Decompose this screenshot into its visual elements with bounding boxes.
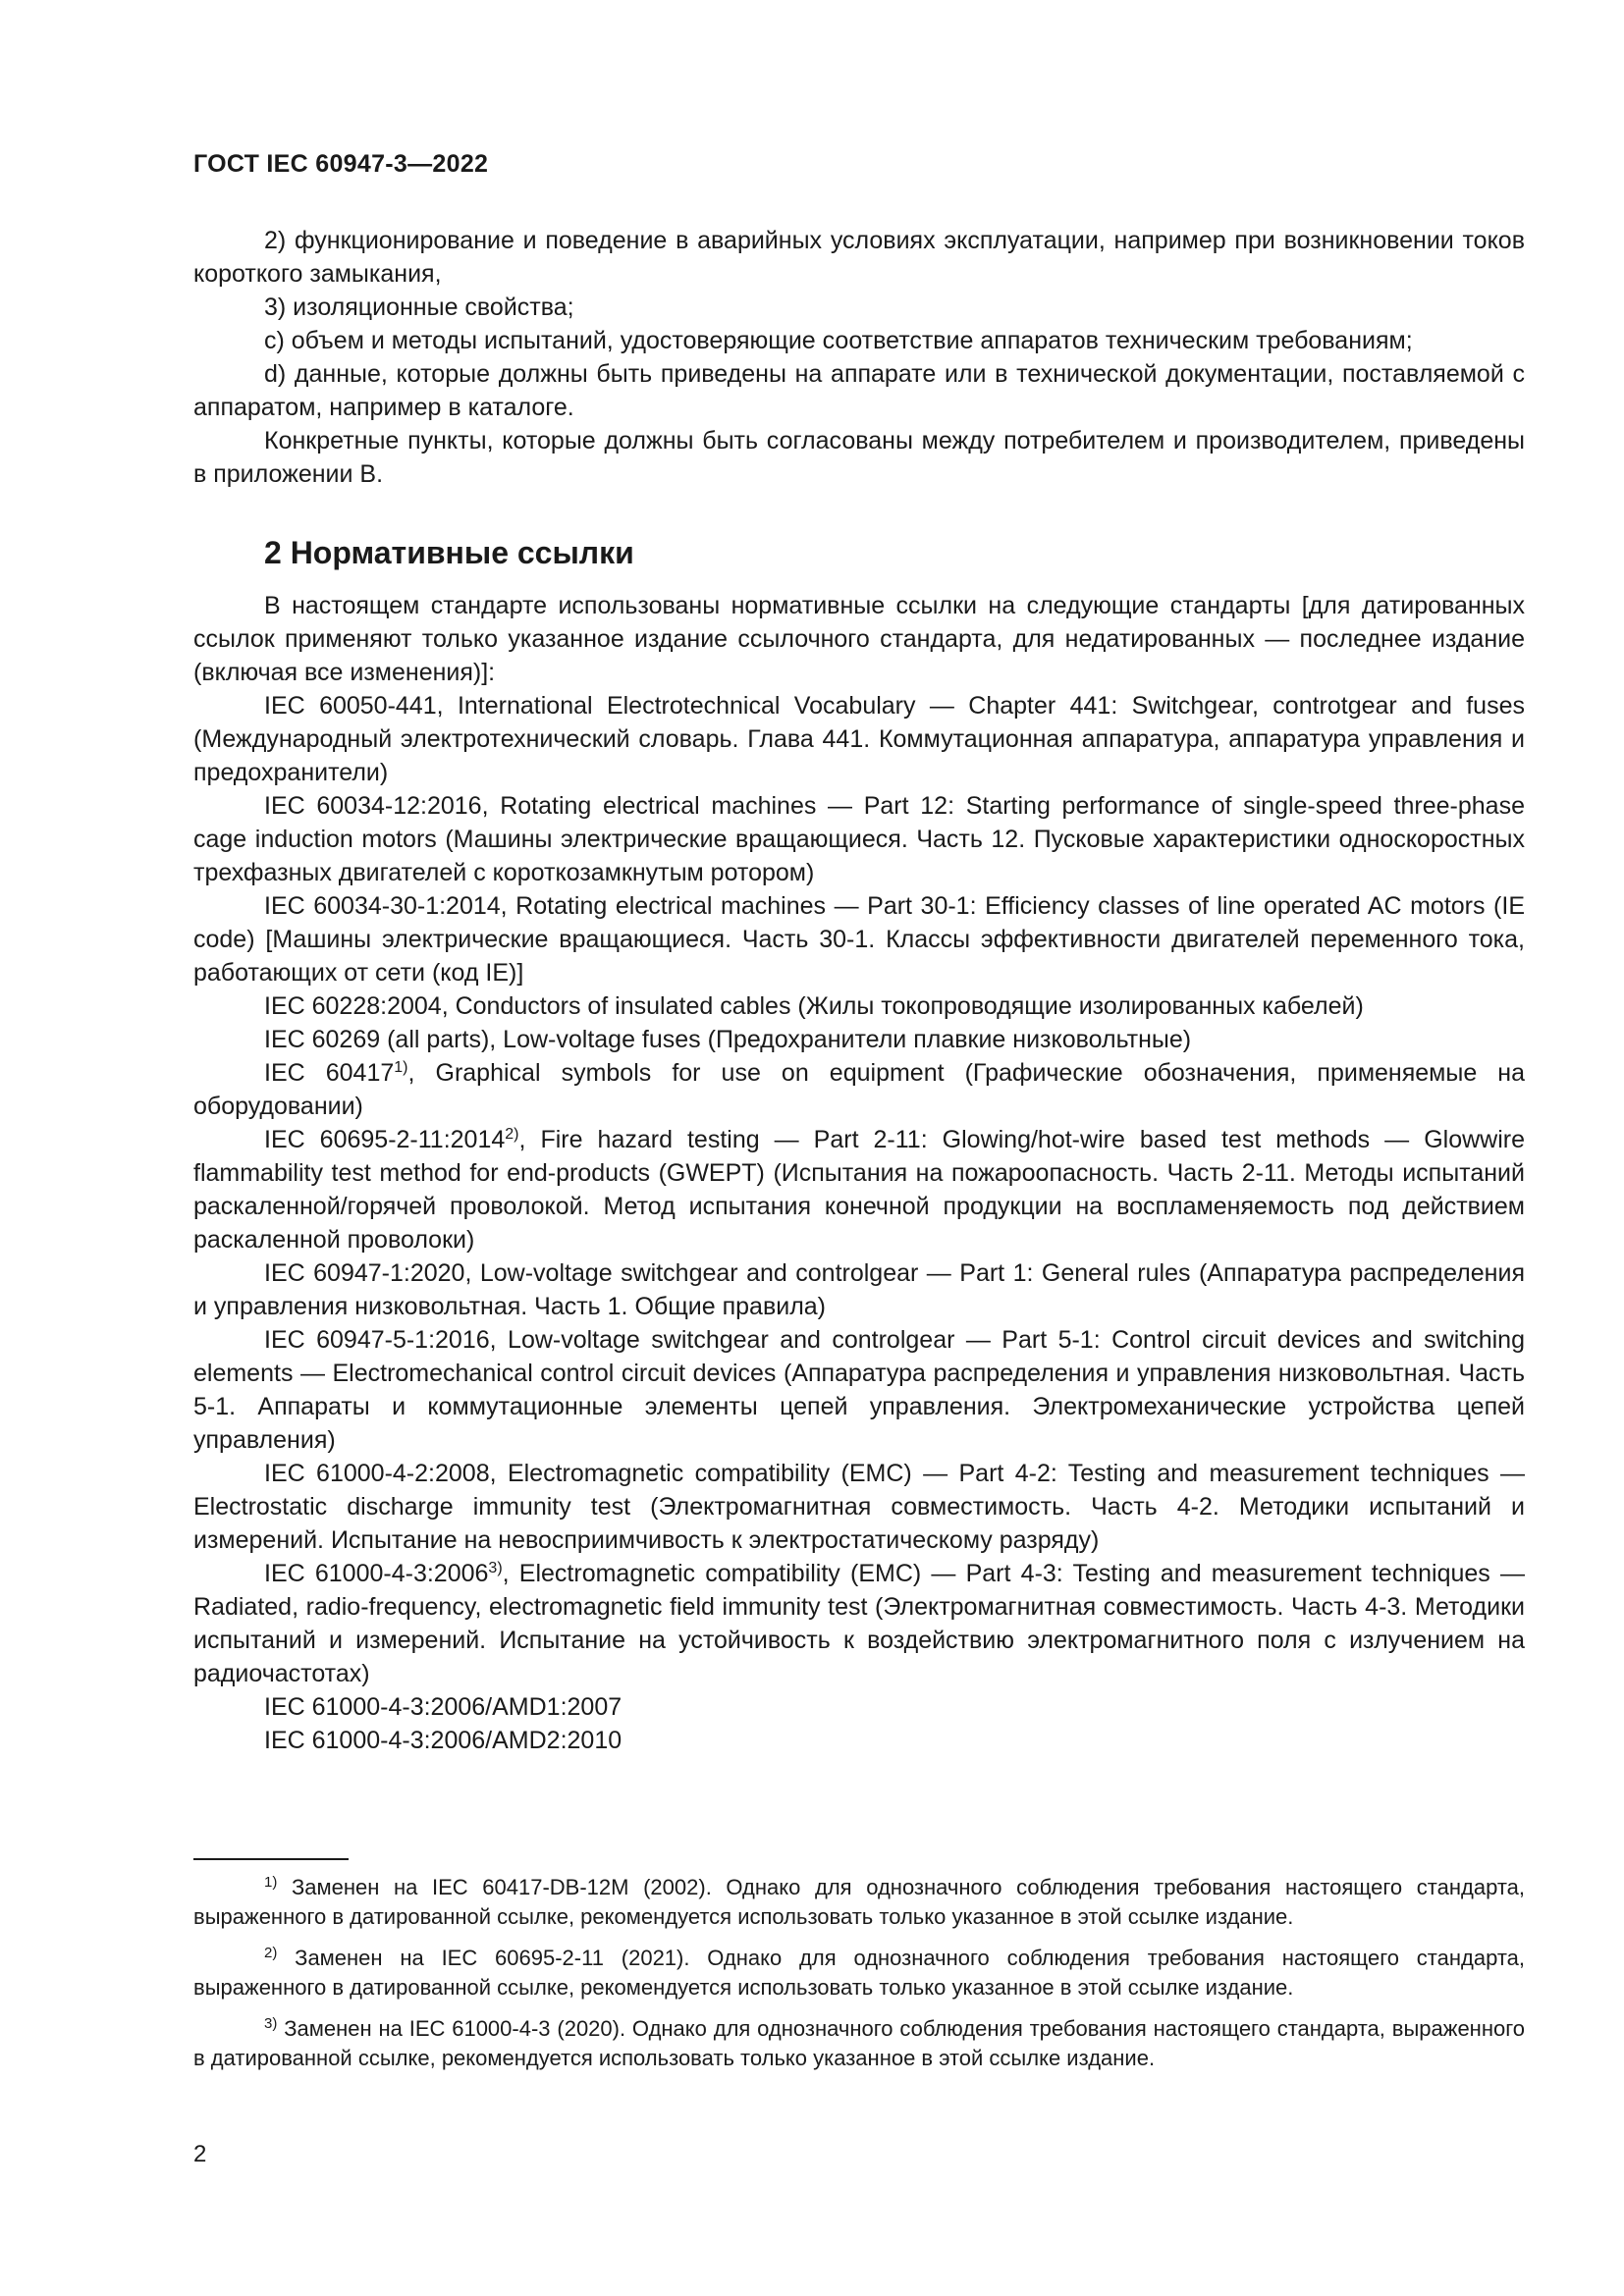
reference-title: , Electromagnetic compatibility (EMC) — Part 4-2: Testing and measurement techniques — Electrostatic discharge immunity test (Электромагнитная совместимость. Часть 4-2. Методики испытаний и измерений. Испытание на невосприимчивость к электростатическому разряду) <box>193 1460 1525 1554</box>
reference-title: , Low-voltage switchgear and controlgear — Part 5-1: Control circuit devices and switching elements — Electromechanical control circuit devices (Аппаратура распределения и управления низковольтная. Часть 5-1. Аппараты и коммутационные элементы цепей управления. Электромеханические устройства цепей управления) <box>193 1326 1525 1454</box>
reference-item <box>193 889 1525 989</box>
reference-code: IEC 61000-4-2:2008 <box>264 1460 490 1487</box>
reference-code: IEC 60034-30-1:2014 <box>264 892 501 920</box>
footnote-number: 2) <box>264 1945 278 1961</box>
reference-code: IEC 61000-4-3:2006/AMD2:2010 <box>264 1727 623 1754</box>
reference-code: IEC 60034-12:2016 <box>264 792 482 820</box>
reference-item <box>193 1724 1525 1757</box>
reference-item <box>193 689 1525 789</box>
reference-code: IEC 61000-4-3:2006/AMD1:2007 <box>264 1693 623 1721</box>
footnote-number: 1) <box>264 1874 278 1891</box>
footnote-separator <box>193 1858 349 1860</box>
section-heading-normative-references: 2 Нормативные ссылки <box>264 535 634 570</box>
reference-title: , Low-voltage switchgear and controlgear — Part 1: General rules (Аппаратура распределения и управления низковольтная. Часть 1. Общие правила) <box>193 1259 1525 1320</box>
reference-title: , Conductors of insulated cables (Жилы токопроводящие изолированных кабелей) <box>441 992 1364 1020</box>
footnote-text: Заменен на IEC 60417-DB-12M (2002). Однако для однозначного соблюдения требования настоящего стандарта, выраженного в датированной ссылке, рекомендуется использовать только указанное в этой ссылке издание. <box>193 1875 1525 1929</box>
footnote-item <box>193 2014 1525 2073</box>
reference-title: , Rotating electrical machines — Part 30-1: Efficiency classes of line operated AC motors (IE code) [Машины электрические вращающиеся. Часть 30-1. Классы эффективности двигателей переменного тока, работающих от сети (код IE)] <box>193 892 1525 987</box>
reference-item <box>193 1690 1525 1724</box>
page-number: 2 <box>193 2141 207 2167</box>
footnote-number: 3) <box>264 2015 278 2032</box>
reference-item <box>193 1056 1525 1123</box>
reference-code: IEC 60050-441 <box>264 692 437 720</box>
footnotes <box>193 1873 1525 2085</box>
reference-item <box>193 789 1525 889</box>
reference-title: , Low-voltage fuses (Предохранители плавкие низковольтные) <box>489 1026 1192 1053</box>
reference-title: , Graphical symbols for use on equipment (Графические обозначения, применяемые на оборудовании) <box>193 1059 1526 1120</box>
intro-item-insulation: 3) изоляционные свойства; <box>264 294 574 321</box>
main-text <box>193 224 1525 1757</box>
intro-item-tests: c) объем и методы испытаний, удостоверяющие соответствие аппаратов техническим требованиям; <box>264 327 1413 354</box>
reference-title: , Electromagnetic compatibility (EMC) — Part 4-3: Testing and measurement techniques — Radiated, radio-frequency, electromagnetic field immunity test (Электромагнитная совместимость. Часть 4-3. Методики испытаний и измерений. Испытание на устойчивость к воздействию электромагнитного поля с излучением на радиочастотах) <box>193 1560 1525 1687</box>
reference-code: IEC 60269 (all parts) <box>264 1026 490 1053</box>
reference-item <box>193 1457 1525 1557</box>
section-intro-paragraph: В настоящем стандарте использованы нормативные ссылки на следующие стандарты [для датированных ссылок применяют только указанное издание ссылочного стандарта, для недатированных — последнее издание (включая все изменения)]: <box>193 592 1525 686</box>
reference-code: IEC 60947-1:2020 <box>264 1259 465 1287</box>
reference-code: IEC 60417 <box>264 1059 395 1087</box>
reference-item <box>193 1123 1525 1256</box>
intro-item-marking-data: d) данные, которые должны быть приведены на аппарате или в технической документации, поставляемой с аппаратом, например в каталоге. <box>193 360 1525 421</box>
reference-code: IEC 61000-4-3:2006 <box>264 1560 489 1587</box>
reference-item <box>193 1023 1525 1056</box>
reference-title: , International Electrotechnical Vocabulary — Chapter 441: Switchgear, controtgear and fuses (Международный электротехнический словарь. Глава 441. Коммутационная аппаратура, аппаратура управления и предохранители) <box>193 692 1525 786</box>
footnote-item <box>193 1944 1525 2002</box>
reference-item <box>193 1557 1525 1690</box>
footnote-mark: 2) <box>505 1126 519 1143</box>
footnote-text: Заменен на IEC 60695-2-11 (2021). Однако для однозначного соблюдения требования настоящего стандарта, выраженного в датированной ссылке, рекомендуется использовать только указанное в этой ссылке издание. <box>193 1946 1525 2000</box>
footnote-item <box>193 1873 1525 1932</box>
document-code-header: ГОСТ IEC 60947-3—2022 <box>193 150 489 178</box>
reference-item <box>193 1323 1525 1457</box>
reference-code: IEC 60947-5-1:2016 <box>264 1326 490 1354</box>
reference-item <box>193 1256 1525 1323</box>
footnote-text: Заменен на IEC 61000-4-3 (2020). Однако для однозначного соблюдения требования настоящего стандарта, выраженного в датированной ссылке, рекомендуется использовать только указанное в этой ссылке издание. <box>193 2016 1525 2070</box>
footnote-mark: 3) <box>488 1560 503 1576</box>
reference-title: , Fire hazard testing — Part 2-11: Glowing/hot-wire based test methods — Glowwire flammability test method for end-products (GWEPT) (Испытания на пожароопасность. Часть 2-11. Методы испытаний раскаленной/горячей проволокой. Метод испытания конечной продукции на воспламеняемость под действием раскаленной проволоки) <box>193 1126 1525 1254</box>
reference-item <box>193 989 1525 1023</box>
intro-item-functioning: 2) функционирование и поведение в аварийных условиях эксплуатации, например при возникновении токов короткого замыкания, <box>193 227 1525 288</box>
reference-code: IEC 60695-2-11:2014 <box>264 1126 506 1153</box>
reference-code: IEC 60228:2004 <box>264 992 442 1020</box>
reference-title: , Rotating electrical machines — Part 12: Starting performance of single-speed three-phase cage induction motors (Машины электрические вращающиеся. Часть 12. Пусковые характеристики односкоростных трехфазных двигателей с короткозамкнутым ротором) <box>193 792 1525 886</box>
footnote-mark: 1) <box>394 1059 408 1076</box>
intro-item-agreement: Конкретные пункты, которые должны быть согласованы между потребителем и производителем, приведены в приложении В. <box>193 427 1525 488</box>
